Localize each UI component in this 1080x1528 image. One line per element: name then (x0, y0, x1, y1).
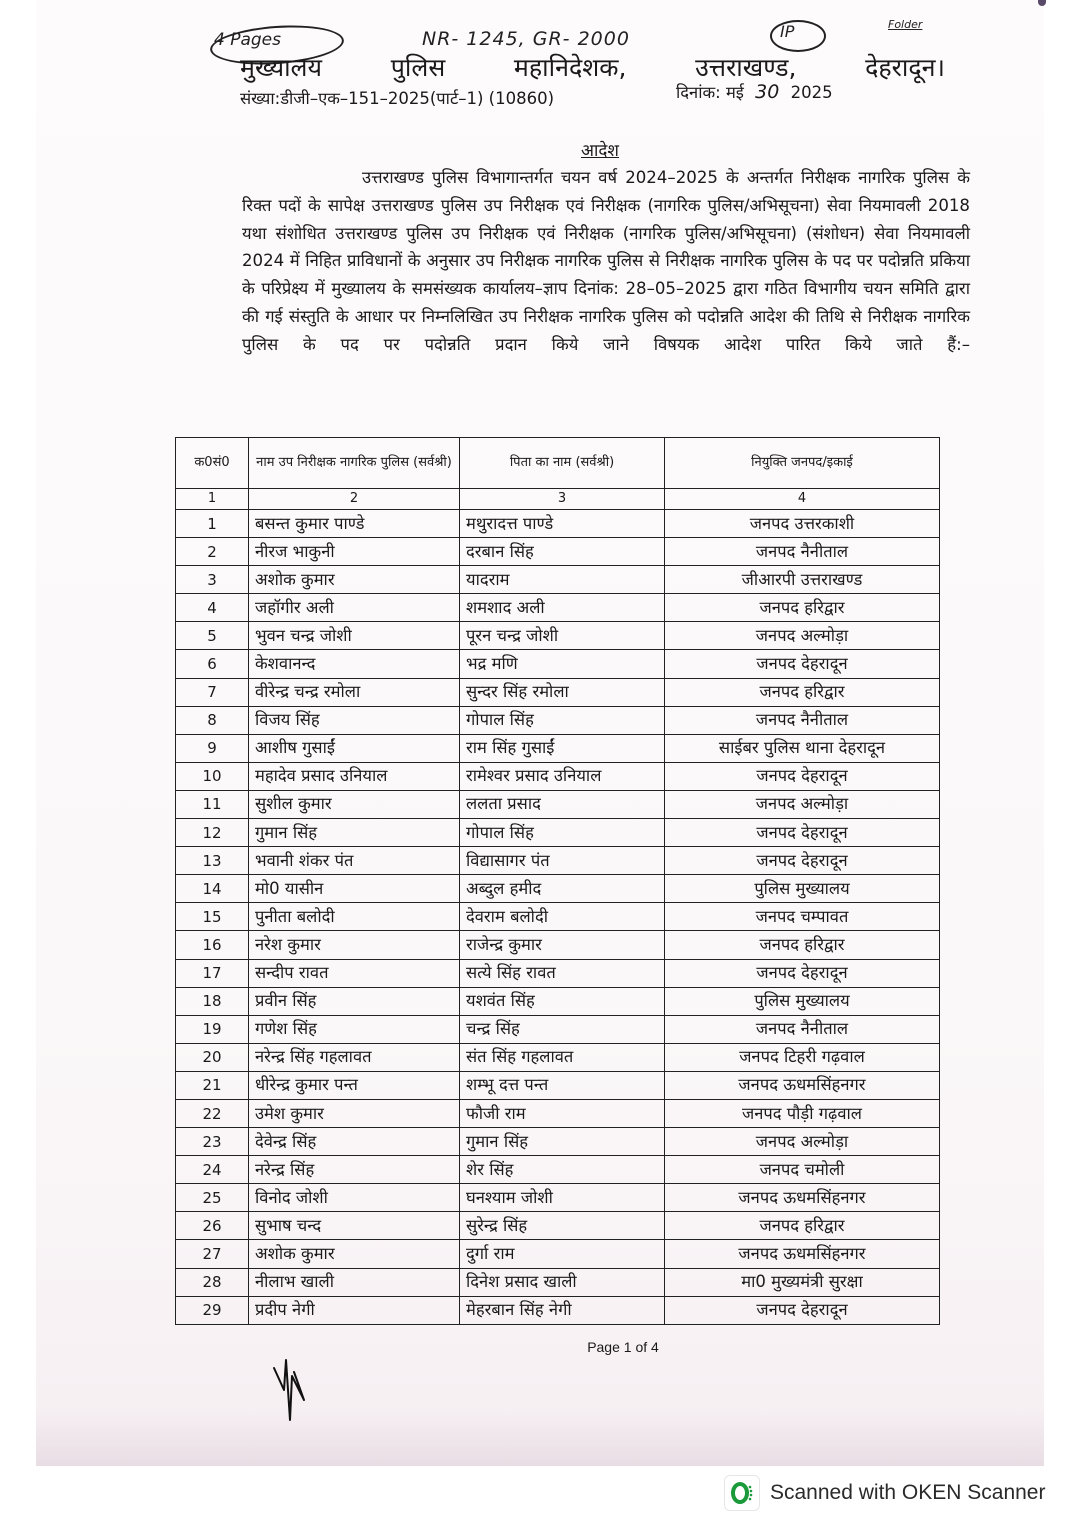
oken-scanner-logo-icon (724, 1475, 760, 1511)
column-number: 1 (176, 489, 249, 510)
officer-name-cell: गुमान सिंह (249, 819, 460, 847)
handwritten-nr-gr-note: NR- 1245, GR- 2000 (422, 28, 630, 50)
table-row (176, 1128, 940, 1156)
officer-name-cell: सुभाष चन्द (249, 1212, 460, 1240)
father-name-cell: संत सिंह गहलावत (460, 1043, 665, 1071)
serial-number-cell: 24 (176, 1156, 249, 1184)
posting-cell: जनपद नैनीताल (665, 706, 940, 734)
table-row (176, 959, 940, 987)
table-row (176, 566, 940, 594)
title-word: उत्तराखण्ड, (695, 53, 797, 82)
header-posting: नियुक्ति जनपद/इकाई (665, 438, 940, 489)
officer-name-cell: धीरेन्द्र कुमार पन्त (249, 1071, 460, 1099)
table-row (176, 706, 940, 734)
serial-number-cell: 12 (176, 819, 249, 847)
posting-cell: जनपद देहरादून (665, 959, 940, 987)
officer-name-cell: विजय सिंह (249, 706, 460, 734)
serial-number-cell: 9 (176, 734, 249, 762)
table-row (176, 1071, 940, 1099)
table-row (176, 1240, 940, 1268)
serial-number-cell: 5 (176, 622, 249, 650)
table-row (176, 1184, 940, 1212)
serial-number-cell: 14 (176, 875, 249, 903)
order-heading: आदेश (581, 141, 619, 161)
order-body (242, 164, 970, 359)
officer-name-cell: मो0 यासीन (249, 875, 460, 903)
father-name-cell: सत्ये सिंह रावत (460, 959, 665, 987)
serial-number-cell: 23 (176, 1128, 249, 1156)
serial-number-cell: 17 (176, 959, 249, 987)
officer-name-cell: केशवानन्द (249, 650, 460, 678)
posting-cell: जनपद ऊधमसिंहनगर (665, 1184, 940, 1212)
table-row (176, 734, 940, 762)
posting-cell: जनपद टिहरी गढ़वाल (665, 1043, 940, 1071)
officer-name-cell: प्रदीप नेगी (249, 1296, 460, 1324)
table-row (176, 1268, 940, 1296)
handwritten-folder-note: Folder (888, 18, 923, 31)
posting-cell: मा0 मुख्यमंत्री सुरक्षा (665, 1268, 940, 1296)
father-name-cell: दिनेश प्रसाद खाली (460, 1268, 665, 1296)
table-row (176, 1099, 940, 1127)
table-row (176, 622, 940, 650)
father-name-cell: ललता प्रसाद (460, 790, 665, 818)
posting-cell: जनपद नैनीताल (665, 538, 940, 566)
serial-number-cell: 1 (176, 510, 249, 538)
father-name-cell: अब्दुल हमीद (460, 875, 665, 903)
posting-cell: जनपद चमोली (665, 1156, 940, 1184)
serial-number-cell: 22 (176, 1099, 249, 1127)
father-name-cell: गुमान सिंह (460, 1128, 665, 1156)
father-name-cell: शम्भू दत्त पन्त (460, 1071, 665, 1099)
officer-name-cell: अशोक कुमार (249, 1240, 460, 1268)
scan-edge-mark (1038, 0, 1046, 6)
father-name-cell: चन्द्र सिंह (460, 1015, 665, 1043)
header-father-name: पिता का नाम (सर्वश्री) (460, 438, 665, 489)
officer-name-cell: भवानी शंकर पंत (249, 847, 460, 875)
serial-number-cell: 15 (176, 903, 249, 931)
serial-number-cell: 26 (176, 1212, 249, 1240)
date-year: 2025 (790, 83, 833, 102)
officer-name-cell: नरेन्द्र सिंह गहलावत (249, 1043, 460, 1071)
handwritten-ip-note: IP (780, 22, 795, 41)
father-name-cell: दरबान सिंह (460, 538, 665, 566)
father-name-cell: शमशाद अली (460, 594, 665, 622)
father-name-cell: शेर सिंह (460, 1156, 665, 1184)
posting-cell: पुलिस मुख्यालय (665, 987, 940, 1015)
father-name-cell: सुन्दर सिंह रमोला (460, 678, 665, 706)
father-name-cell: रामेश्वर प्रसाद उनियाल (460, 762, 665, 790)
officer-name-cell: भुवन चन्द्र जोशी (249, 622, 460, 650)
date-label: दिनांक: मई (676, 83, 744, 102)
officer-name-cell: आशीष गुसाईं (249, 734, 460, 762)
table-row (176, 762, 940, 790)
serial-number-cell: 25 (176, 1184, 249, 1212)
ip-note-circle (770, 20, 826, 52)
officer-name-cell: गणेश सिंह (249, 1015, 460, 1043)
posting-cell: जनपद पौड़ी गढ़वाल (665, 1099, 940, 1127)
posting-cell: जनपद चम्पावत (665, 903, 940, 931)
table-row (176, 987, 940, 1015)
posting-cell: जीआरपी उत्तराखण्ड (665, 566, 940, 594)
father-name-cell: फौजी राम (460, 1099, 665, 1127)
officer-name-cell: बसन्त कुमार पाण्डे (249, 510, 460, 538)
serial-number-cell: 20 (176, 1043, 249, 1071)
father-name-cell: विद्यासागर पंत (460, 847, 665, 875)
table-row (176, 1015, 940, 1043)
posting-cell: पुलिस मुख्यालय (665, 875, 940, 903)
table-header-row (176, 438, 940, 489)
table-row (176, 678, 940, 706)
date-day: 30 (755, 81, 780, 103)
reference-number: संख्या:डीजी–एक–151–2025(पार्ट–1) (10860) (240, 89, 555, 108)
posting-cell: जनपद देहरादून (665, 650, 940, 678)
officer-name-cell: प्रवीन सिंह (249, 987, 460, 1015)
table-row (176, 538, 940, 566)
date-line (676, 80, 833, 103)
scanner-watermark-text: Scanned with OKEN Scanner (770, 1481, 1046, 1504)
father-name-cell: सुरेन्द्र सिंह (460, 1212, 665, 1240)
officer-name-cell: नरेश कुमार (249, 931, 460, 959)
father-name-cell: घनश्याम जोशी (460, 1184, 665, 1212)
serial-number-cell: 2 (176, 538, 249, 566)
father-name-cell: गोपाल सिंह (460, 819, 665, 847)
table-row (176, 1296, 940, 1324)
order-paragraph: उत्तराखण्ड पुलिस विभागान्तर्गत चयन वर्ष 2024–2025 के अन्तर्गत निरीक्षक नागरिक पुलिस के रिक्त पदों के सापेक्ष उत्तराखण्ड पुलिस उप निरीक्षक एवं निरीक्षक (नागरिक पुलिस/अभिसूचना) सेवा नियमावली 2018 यथा संशोधित उत्तराखण्ड पुलिस उप निरीक्षक एवं निरीक्षक (नागरिक पुलिस/अभिसूचना) (संशोधन) सेवा नियमावली 2024 में निहित प्राविधानों के अनुसार उप निरीक्षक नागरिक पुलिस से निरीक्षक नागरिक पुलिस के पद पर पदोन्नति प्रकिया के परिप्रेक्ष्य में मुख्यालय के समसंख्यक कार्यालय–ज्ञाप दिनांक: 28–05–2025 द्वारा गठित विभागीय चयन समिति द्वारा की गई संस्तुति के आधार पर निम्नलिखित उप निरीक्षक नागरिक पुलिस को पदोन्नति आदेश की तिथि से निरीक्षक नागरिक पुलिस के पद पर पदोन्नति प्रदान किये जाने विषयक आदेश पारित किये जाते हैं:– (242, 168, 970, 354)
serial-number-cell: 13 (176, 847, 249, 875)
column-number: 3 (460, 489, 665, 510)
serial-number-cell: 18 (176, 987, 249, 1015)
father-name-cell: मथुरादत्त पाण्डे (460, 510, 665, 538)
header-serial: क0सं0 (176, 438, 249, 489)
serial-number-cell: 21 (176, 1071, 249, 1099)
posting-cell: जनपद नैनीताल (665, 1015, 940, 1043)
serial-number-cell: 19 (176, 1015, 249, 1043)
serial-number-cell: 10 (176, 762, 249, 790)
promotion-table (175, 437, 940, 1325)
table-row (176, 819, 940, 847)
posting-cell: जनपद देहरादून (665, 847, 940, 875)
posting-cell: जनपद देहरादून (665, 819, 940, 847)
table-row (176, 594, 940, 622)
title-word: देहरादून। (865, 53, 945, 82)
table-row (176, 931, 940, 959)
officer-name-cell: सन्दीप रावत (249, 959, 460, 987)
table-row (176, 903, 940, 931)
posting-cell: साईबर पुलिस थाना देहरादून (665, 734, 940, 762)
serial-number-cell: 16 (176, 931, 249, 959)
serial-number-cell: 6 (176, 650, 249, 678)
title-word: महानिदेशक, (513, 53, 627, 82)
scanner-watermark (724, 1475, 1045, 1511)
serial-number-cell: 8 (176, 706, 249, 734)
table-row (176, 790, 940, 818)
table-row (176, 510, 940, 538)
father-name-cell: मेहरबान सिंह नेगी (460, 1296, 665, 1324)
table-row (176, 650, 940, 678)
letterhead-title (240, 50, 945, 84)
column-number-row (176, 489, 940, 510)
posting-cell: जनपद ऊधमसिंहनगर (665, 1240, 940, 1268)
posting-cell: जनपद हरिद्वार (665, 931, 940, 959)
father-name-cell: दुर्गा राम (460, 1240, 665, 1268)
father-name-cell: देवराम बलोदी (460, 903, 665, 931)
table-row (176, 1212, 940, 1240)
father-name-cell: राजेन्द्र कुमार (460, 931, 665, 959)
table-row (176, 1043, 940, 1071)
column-number: 4 (665, 489, 940, 510)
posting-cell: जनपद देहरादून (665, 762, 940, 790)
officer-name-cell: जहॉगीर अली (249, 594, 460, 622)
serial-number-cell: 4 (176, 594, 249, 622)
officer-name-cell: पुनीता बलोदी (249, 903, 460, 931)
posting-cell: जनपद देहरादून (665, 1296, 940, 1324)
serial-number-cell: 27 (176, 1240, 249, 1268)
officer-name-cell: वीरेन्द्र चन्द्र रमोला (249, 678, 460, 706)
title-word: पुलिस (390, 53, 446, 82)
posting-cell: जनपद अल्मोड़ा (665, 1128, 940, 1156)
officer-name-cell: देवेन्द्र सिंह (249, 1128, 460, 1156)
page-number: Page 1 of 4 (587, 1339, 659, 1355)
posting-cell: जनपद हरिद्वार (665, 594, 940, 622)
officer-name-cell: अशोक कुमार (249, 566, 460, 594)
serial-number-cell: 3 (176, 566, 249, 594)
officer-name-cell: महादेव प्रसाद उनियाल (249, 762, 460, 790)
posting-cell: जनपद अल्मोड़ा (665, 622, 940, 650)
officer-name-cell: विनोद जोशी (249, 1184, 460, 1212)
table-row (176, 847, 940, 875)
officer-name-cell: उमेश कुमार (249, 1099, 460, 1127)
officer-name-cell: नीरज भाकुनी (249, 538, 460, 566)
father-name-cell: भद्र मणि (460, 650, 665, 678)
column-number: 2 (249, 489, 460, 510)
handwritten-pages-note: 4 Pages (214, 30, 281, 50)
father-name-cell: पूरन चन्द्र जोशी (460, 622, 665, 650)
table-row (176, 1156, 940, 1184)
serial-number-cell: 28 (176, 1268, 249, 1296)
father-name-cell: यशवंत सिंह (460, 987, 665, 1015)
title-word: मुख्यालय (240, 53, 323, 82)
father-name-cell: राम सिंह गुसाईं (460, 734, 665, 762)
serial-number-cell: 7 (176, 678, 249, 706)
signature (270, 1356, 330, 1426)
header-name: नाम उप निरीक्षक नागरिक पुलिस (सर्वश्री) (249, 438, 460, 489)
officer-name-cell: नीलाभ खाली (249, 1268, 460, 1296)
posting-cell: जनपद उत्तरकाशी (665, 510, 940, 538)
serial-number-cell: 29 (176, 1296, 249, 1324)
father-name-cell: गोपाल सिंह (460, 706, 665, 734)
officer-name-cell: सुशील कुमार (249, 790, 460, 818)
posting-cell: जनपद अल्मोड़ा (665, 790, 940, 818)
officer-name-cell: नरेन्द्र सिंह (249, 1156, 460, 1184)
posting-cell: जनपद हरिद्वार (665, 1212, 940, 1240)
father-name-cell: यादराम (460, 566, 665, 594)
posting-cell: जनपद हरिद्वार (665, 678, 940, 706)
table-row (176, 875, 940, 903)
serial-number-cell: 11 (176, 790, 249, 818)
posting-cell: जनपद ऊधमसिंहनगर (665, 1071, 940, 1099)
